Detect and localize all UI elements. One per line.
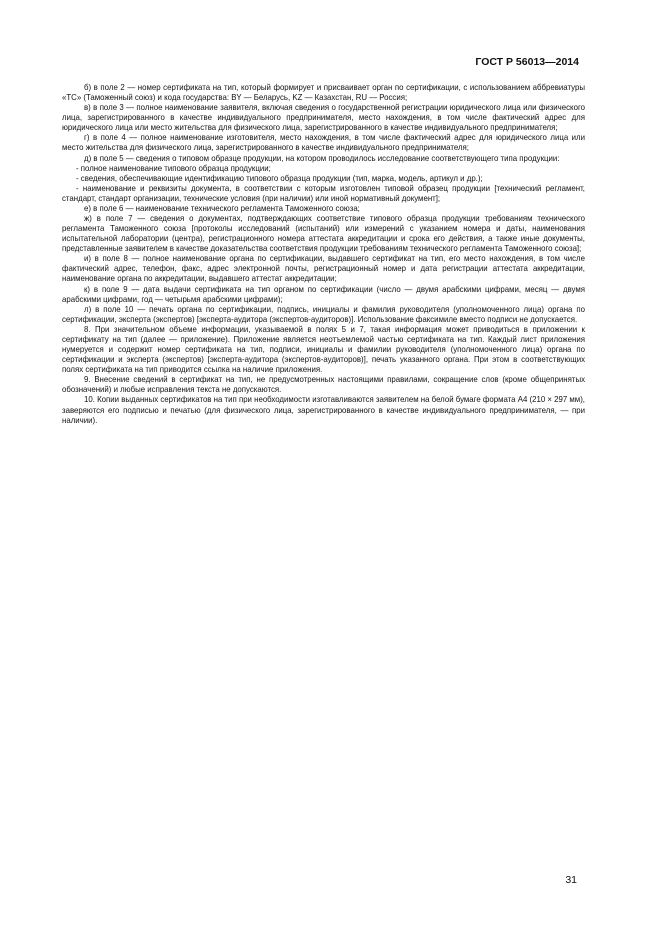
- paragraph: е) в поле 6 — наименование технического регламента Таможенного союза;: [84, 203, 360, 213]
- paragraph: 9. Внесение сведений в сертификат на тип, не предусмотренных настоящими правилами, сокращение слов (кроме общепринятых обозначений) и любые исправления текста не допускаются.: [62, 375, 585, 395]
- list-item: - наименование и реквизиты документа, в соответствии с которым изготовлен типовой образец продукции [технический регламент, стандарт, стандарт организации, технические условия (при наличии) или иной нормативный документ];: [62, 183, 585, 203]
- paragraph: л) в поле 10 — печать органа по сертификации, подпись, инициалы и фамилия руководителя (уполномоченного лица) органа по сертификации, эксперта (экспертов) [эксперта-аудитора (экспертов-аудиторов)]. Использование факсимиле вместо подписи не допускается.: [62, 304, 585, 324]
- paragraph: б) в поле 2 — номер сертификата на тип, который формирует и присваивает орган по сертификации, с использованием аббревиатуры «ТС» (Таможенный союз) и кода государства: BY — Беларусь, KZ — Казахстан, RU — Россия;: [62, 83, 585, 103]
- page-number: 31: [565, 874, 577, 886]
- list-item: - сведения, обеспечивающие идентификацию типового образца продукции (тип, марка, модель, артикул и др.);: [76, 173, 483, 183]
- paragraph: г) в поле 4 — полное наименование изготовителя, место нахождения, в том числе фактический адрес для юридического лица или место жительства для физического лица, зарегистрированного в качестве индивидуального предпринимателя;: [62, 133, 585, 153]
- paragraph: к) в поле 9 — дата выдачи сертификата на тип органом по сертификации (число — двумя арабскими цифрами, месяц — двумя арабскими цифрами, год — четырьмя арабскими цифрами);: [62, 284, 585, 304]
- paragraph: в) в поле 3 — полное наименование заявителя, включая сведения о государственной регистрации юридического лица или физического лица, зарегистрированного в качестве индивидуального предпринимателя, место нахождения, в том числе фактический адрес для юридического лица или место жительства для физического лица, зарегистрированного в качестве индивидуального предпринимателя;: [62, 103, 585, 133]
- paragraph: д) в поле 5 — сведения о типовом образце продукции, на котором проводилось исследование соответствующего типа продукции:: [84, 153, 560, 163]
- paragraph: 10. Копии выданных сертификатов на тип при необходимости изготавливаются заявителем на белой бумаге формата А4 (210 × 297 мм), заверяются его подписью и печатью (для физического лица, зарегистрированного в качестве индивидуального предпринимателя, — при наличии).: [62, 395, 585, 425]
- paragraph: 8. При значительном объеме информации, указываемой в полях 5 и 7, такая информация может приводиться в приложении к сертификату на тип (далее — приложение). Приложение является неотъемлемой частью сертификата на тип. Каждый лист приложения нумеруется и содержит номер сертификата на тип, подписи, инициалы и фамилии руководителя (уполномоченного лица) органа по сертификации и эксперта (экспертов) [эксперта-аудитора (экспертов-аудиторов)], печать указанного органа. При этом в соответствующих полях сертификата на тип приводится ссылка на наличие приложения.: [62, 324, 585, 375]
- list-item: - полное наименование типового образца продукции;: [76, 163, 271, 173]
- document-body: [62, 83, 585, 426]
- standard-designation: ГОСТ Р 56013—2014: [475, 56, 579, 68]
- paragraph: ж) в поле 7 — сведения о документах, подтверждающих соответствие типового образца продукции требованиям технического регламента Таможенного союза [протоколы исследований (испытаний) или измерений с указанием номера и даты, наименования испытательной лаборатории (центра), регистрационного номера аттестата аккредитации и срока его действия, а также иные документы, представленные заявителем в качестве доказательства соответствия продукции требованиям технического регламента Таможенного союза];: [62, 214, 585, 254]
- paragraph: и) в поле 8 — полное наименование органа по сертификации, выдавшего сертификат на тип, его место нахождения, в том числе фактический адрес, телефон, факс, адрес электронной почты, регистрационный номер и дата регистрации аттестата аккредитации, наименование органа по аккредитации, выдавшего аттестат аккредитации;: [62, 254, 585, 284]
